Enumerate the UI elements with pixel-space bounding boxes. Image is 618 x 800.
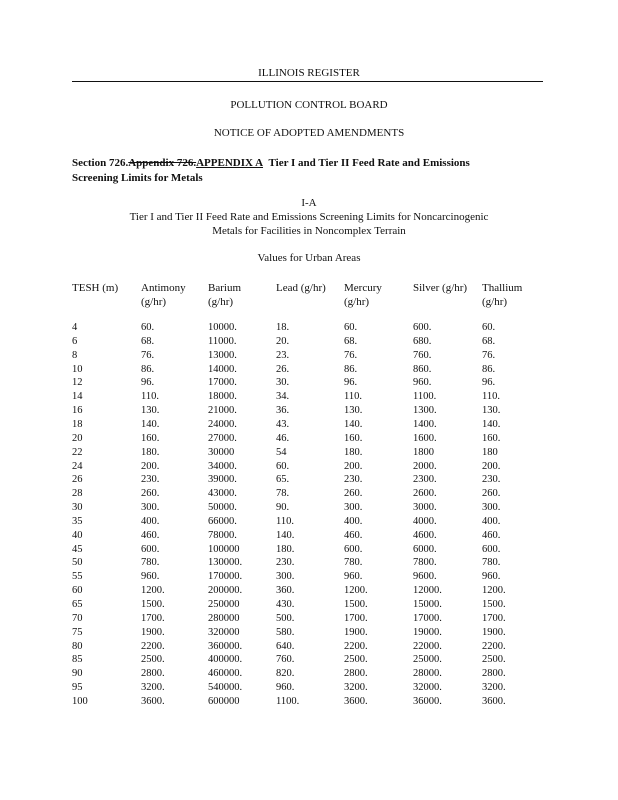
cell-silver: 12000.: [413, 585, 442, 597]
cell-lead: 760.: [276, 654, 295, 666]
cell-tesh: 100: [72, 695, 88, 707]
cell-lead: 30.: [276, 377, 290, 389]
cell-silver: 3000.: [413, 502, 437, 514]
table-row: [0, 502, 618, 514]
cell-antimony: 2800.: [141, 668, 165, 680]
register-heading: ILLINOIS REGISTER: [258, 67, 360, 79]
cell-lead: 54: [276, 446, 287, 458]
table-row: [0, 696, 618, 708]
cell-thallium: 1500.: [482, 599, 506, 610]
cell-barium: 170000.: [208, 571, 243, 583]
cell-thallium: 200.: [482, 460, 501, 472]
cell-tesh: 4: [72, 322, 78, 333]
table-row: [0, 391, 618, 403]
cell-barium: 460000.: [208, 668, 243, 680]
board-name: POLLUTION CONTROL BOARD: [230, 99, 388, 111]
cell-mercury: 460.: [344, 529, 363, 541]
cell-lead: 18.: [276, 322, 290, 333]
cell-barium: 50000.: [208, 502, 237, 514]
cell-lead: 180.: [276, 543, 295, 555]
cell-tesh: 40: [72, 529, 83, 541]
cell-thallium: 3200.: [482, 682, 506, 694]
cell-tesh: 20: [72, 432, 83, 444]
cell-barium: 320000: [208, 626, 240, 638]
col-lead: Lead (g/hr): [276, 282, 326, 294]
cell-mercury: 68.: [344, 335, 358, 347]
cell-mercury: 110.: [344, 391, 362, 403]
cell-antimony: 68.: [141, 335, 155, 347]
section-title-line1: Tier I and Tier II Feed Rate and Emissions: [268, 157, 470, 169]
cell-tesh: 10: [72, 363, 83, 375]
cell-tesh: 45: [72, 543, 83, 555]
cell-mercury: 1500.: [344, 599, 368, 610]
table-row: [0, 322, 618, 334]
cell-barium: 250000: [208, 599, 240, 610]
section-heading: [72, 156, 542, 186]
cell-barium: 13000.: [208, 349, 237, 361]
cell-antimony: 110.: [141, 391, 159, 403]
cell-barium: 18000.: [208, 391, 237, 403]
cell-silver: 2000.: [413, 460, 437, 472]
table-row: [0, 668, 618, 680]
cell-silver: 7800.: [413, 557, 437, 569]
cell-antimony: 960.: [141, 571, 160, 583]
cell-thallium: 110.: [482, 391, 500, 403]
cell-lead: 36.: [276, 405, 290, 417]
cell-mercury: 230.: [344, 474, 363, 486]
cell-silver: 4000.: [413, 515, 437, 527]
cell-barium: 14000.: [208, 363, 237, 375]
table-row: [0, 571, 618, 583]
cell-antimony: 200.: [141, 460, 160, 472]
cell-thallium: 68.: [482, 335, 496, 347]
table-row: [0, 613, 618, 625]
cell-silver: 9600.: [413, 571, 437, 583]
cell-mercury: 400.: [344, 515, 363, 527]
cell-antimony: 400.: [141, 515, 160, 527]
cell-antimony: 1700.: [141, 612, 165, 624]
cell-mercury: 960.: [344, 571, 363, 583]
col-tesh: TESH (m): [72, 282, 119, 294]
cell-barium: 600000: [208, 695, 240, 707]
cell-lead: 1100.: [276, 695, 300, 707]
cell-barium: 43000.: [208, 488, 237, 500]
cell-antimony: 600.: [141, 543, 160, 555]
cell-antimony: 2500.: [141, 654, 165, 666]
cell-thallium: 96.: [482, 377, 496, 389]
col-antimony-name: Antimony: [141, 282, 186, 294]
cell-mercury: 2800.: [344, 668, 368, 680]
table-row: [0, 488, 618, 500]
col-mercury: [344, 281, 382, 309]
col-silver: Silver (g/hr): [413, 282, 468, 294]
cell-barium: 21000.: [208, 405, 237, 417]
cell-antimony: 230.: [141, 474, 160, 486]
cell-antimony: 140.: [141, 418, 160, 430]
cell-tesh: 60: [72, 585, 83, 597]
cell-lead: 65.: [276, 474, 290, 486]
cell-silver: 15000.: [413, 599, 442, 610]
col-barium-name: Barium: [208, 282, 241, 294]
cell-tesh: 85: [72, 654, 83, 666]
header-divider: [72, 81, 543, 82]
cell-mercury: 140.: [344, 418, 363, 430]
cell-tesh: 75: [72, 626, 83, 638]
cell-thallium: 140.: [482, 418, 501, 430]
cell-tesh: 6: [72, 335, 78, 347]
table-row: [0, 654, 618, 666]
cell-lead: 60.: [276, 460, 290, 472]
cell-barium: 11000.: [208, 335, 237, 347]
cell-lead: 960.: [276, 682, 295, 694]
table-row: [0, 474, 618, 486]
cell-silver: 860.: [413, 363, 432, 375]
cell-mercury: 180.: [344, 446, 363, 458]
cell-thallium: 130.: [482, 405, 501, 417]
cell-lead: 360.: [276, 585, 295, 597]
cell-lead: 110.: [276, 515, 294, 527]
table-row: [0, 364, 618, 376]
cell-mercury: 160.: [344, 432, 363, 444]
cell-tesh: 95: [72, 682, 83, 694]
cell-thallium: 160.: [482, 432, 501, 444]
cell-lead: 300.: [276, 571, 295, 583]
cell-antimony: 1200.: [141, 585, 165, 597]
cell-silver: 17000.: [413, 612, 442, 624]
cell-silver: 25000.: [413, 654, 442, 666]
cell-thallium: 1200.: [482, 585, 506, 597]
cell-lead: 78.: [276, 488, 290, 500]
cell-barium: 34000.: [208, 460, 237, 472]
table-row: [0, 557, 618, 569]
cell-silver: 960.: [413, 377, 432, 389]
cell-thallium: 76.: [482, 349, 496, 361]
cell-thallium: 2800.: [482, 668, 506, 680]
cell-silver: 28000.: [413, 668, 442, 680]
cell-tesh: 90: [72, 668, 83, 680]
cell-silver: 32000.: [413, 682, 442, 694]
cell-lead: 90.: [276, 502, 290, 514]
col-antimony: [141, 281, 186, 309]
cell-barium: 200000.: [208, 585, 243, 597]
table-row: [0, 461, 618, 473]
cell-antimony: 300.: [141, 502, 160, 514]
cell-mercury: 200.: [344, 460, 363, 472]
cell-antimony: 76.: [141, 349, 155, 361]
table-row: [0, 530, 618, 542]
table-row: [0, 433, 618, 445]
cell-antimony: 3200.: [141, 682, 165, 694]
cell-mercury: 2500.: [344, 654, 368, 666]
table-row: [0, 336, 618, 348]
cell-thallium: 1900.: [482, 626, 506, 638]
table-row: [0, 627, 618, 639]
table-row: [0, 544, 618, 556]
cell-lead: 500.: [276, 612, 295, 624]
cell-barium: 130000.: [208, 557, 243, 569]
cell-thallium: 400.: [482, 515, 501, 527]
cell-thallium: 1700.: [482, 612, 506, 624]
cell-barium: 10000.: [208, 322, 237, 333]
cell-tesh: 30: [72, 502, 83, 514]
cell-silver: 680.: [413, 335, 432, 347]
cell-thallium: 300.: [482, 502, 501, 514]
cell-antimony: 130.: [141, 405, 160, 417]
cell-antimony: 2200.: [141, 640, 165, 652]
cell-barium: 360000.: [208, 640, 243, 652]
cell-silver: 6000.: [413, 543, 437, 555]
cell-mercury: 76.: [344, 349, 358, 361]
cell-barium: 280000: [208, 612, 240, 624]
cell-mercury: 260.: [344, 488, 363, 500]
table-row: [0, 516, 618, 528]
col-mercury-unit: (g/hr): [344, 296, 370, 308]
col-thallium: [482, 281, 522, 309]
cell-mercury: 2200.: [344, 640, 368, 652]
col-barium: [208, 281, 241, 309]
cell-barium: 24000.: [208, 418, 237, 430]
cell-barium: 17000.: [208, 377, 237, 389]
cell-tesh: 22: [72, 446, 83, 458]
col-antimony-unit: (g/hr): [141, 296, 167, 308]
cell-thallium: 780.: [482, 557, 501, 569]
cell-silver: 1300.: [413, 405, 437, 417]
cell-lead: 23.: [276, 349, 290, 361]
cell-barium: 400000.: [208, 654, 243, 666]
cell-barium: 540000.: [208, 682, 243, 694]
cell-antimony: 260.: [141, 488, 160, 500]
cell-mercury: 1700.: [344, 612, 368, 624]
cell-tesh: 70: [72, 612, 83, 624]
cell-antimony: 180.: [141, 446, 160, 458]
cell-tesh: 26: [72, 474, 83, 486]
cell-antimony: 60.: [141, 322, 155, 333]
cell-thallium: 600.: [482, 543, 501, 555]
cell-tesh: 65: [72, 599, 83, 610]
cell-silver: 1400.: [413, 418, 437, 430]
table-row: [0, 405, 618, 417]
cell-mercury: 600.: [344, 543, 363, 555]
cell-mercury: 3600.: [344, 695, 368, 707]
cell-antimony: 460.: [141, 529, 160, 541]
cell-silver: 1100.: [413, 391, 437, 403]
cell-antimony: 3600.: [141, 695, 165, 707]
cell-silver: 600.: [413, 322, 432, 333]
cell-antimony: 1900.: [141, 626, 165, 638]
cell-tesh: 16: [72, 405, 83, 417]
cell-tesh: 28: [72, 488, 83, 500]
table-row: [0, 641, 618, 653]
cell-lead: 580.: [276, 626, 295, 638]
cell-lead: 20.: [276, 335, 290, 347]
cell-thallium: 460.: [482, 529, 501, 541]
cell-thallium: 960.: [482, 571, 501, 583]
cell-mercury: 60.: [344, 322, 358, 333]
cell-silver: 22000.: [413, 640, 442, 652]
table-title-line2: Metals for Facilities in Noncomplex Terrain: [212, 225, 406, 237]
cell-mercury: 300.: [344, 502, 363, 514]
cell-tesh: 8: [72, 349, 78, 361]
col-mercury-name: Mercury: [344, 282, 382, 294]
cell-silver: 4600.: [413, 529, 437, 541]
cell-mercury: 96.: [344, 377, 358, 389]
cell-lead: 230.: [276, 557, 295, 569]
cell-lead: 43.: [276, 418, 290, 430]
cell-silver: 2600.: [413, 488, 437, 500]
notice-title: NOTICE OF ADOPTED AMENDMENTS: [213, 127, 405, 139]
col-thallium-name: Thallium: [482, 282, 523, 294]
cell-mercury: 780.: [344, 557, 363, 569]
table-row: [0, 585, 618, 597]
cell-barium: 78000.: [208, 529, 237, 541]
cell-antimony: 780.: [141, 557, 160, 569]
cell-tesh: 55: [72, 571, 83, 583]
cell-silver: 1600.: [413, 432, 437, 444]
cell-mercury: 3200.: [344, 682, 368, 694]
cell-antimony: 86.: [141, 363, 155, 375]
cell-thallium: 2500.: [482, 654, 506, 666]
cell-barium: 30000: [208, 446, 235, 458]
cell-lead: 820.: [276, 668, 295, 680]
table-row: [0, 419, 618, 431]
cell-lead: 640.: [276, 640, 295, 652]
table-row: [0, 599, 618, 611]
cell-tesh: 50: [72, 557, 83, 569]
table-row: [0, 682, 618, 694]
cell-silver: 2300.: [413, 474, 437, 486]
section-prefix: Section 726.: [72, 157, 129, 169]
cell-thallium: 180: [482, 446, 498, 458]
table-row: [0, 350, 618, 362]
cell-tesh: 14: [72, 391, 83, 403]
cell-thallium: 2200.: [482, 640, 506, 652]
cell-silver: 36000.: [413, 695, 442, 707]
cell-mercury: 130.: [344, 405, 363, 417]
cell-thallium: 60.: [482, 322, 496, 333]
col-thallium-unit: (g/hr): [482, 296, 508, 308]
table-subtitle: Values for Urban Areas: [257, 252, 361, 264]
cell-lead: 140.: [276, 529, 295, 541]
table-title-line1: Tier I and Tier II Feed Rate and Emissions Screening Limits for Noncarcinogenic: [129, 211, 489, 223]
cell-thallium: 230.: [482, 474, 501, 486]
added-text: APPENDIX A: [196, 157, 264, 169]
cell-silver: 1800: [413, 446, 434, 458]
cell-antimony: 160.: [141, 432, 160, 444]
cell-mercury: 1200.: [344, 585, 368, 597]
cell-barium: 100000: [208, 543, 240, 555]
table-row: [0, 447, 618, 459]
cell-tesh: 18: [72, 418, 83, 430]
section-title-line2: Screening Limits for Metals: [72, 172, 203, 184]
cell-lead: 430.: [276, 599, 295, 610]
cell-lead: 34.: [276, 391, 290, 403]
cell-thallium: 3600.: [482, 695, 506, 707]
cell-silver: 760.: [413, 349, 432, 361]
cell-tesh: 80: [72, 640, 83, 652]
cell-thallium: 86.: [482, 363, 496, 375]
cell-tesh: 12: [72, 377, 83, 389]
cell-barium: 66000.: [208, 515, 237, 527]
col-barium-unit: (g/hr): [208, 296, 234, 308]
cell-mercury: 86.: [344, 363, 358, 375]
cell-silver: 19000.: [413, 626, 442, 638]
table-row: [0, 377, 618, 389]
cell-antimony: 1500.: [141, 599, 165, 610]
cell-barium: 27000.: [208, 432, 237, 444]
table-id: I-A: [301, 197, 317, 209]
cell-tesh: 35: [72, 515, 83, 527]
struck-text: Appendix 726.: [128, 157, 197, 169]
cell-lead: 26.: [276, 363, 290, 375]
cell-mercury: 1900.: [344, 626, 368, 638]
cell-thallium: 260.: [482, 488, 501, 500]
cell-tesh: 24: [72, 460, 83, 472]
cell-antimony: 96.: [141, 377, 155, 389]
cell-barium: 39000.: [208, 474, 237, 486]
cell-lead: 46.: [276, 432, 290, 444]
